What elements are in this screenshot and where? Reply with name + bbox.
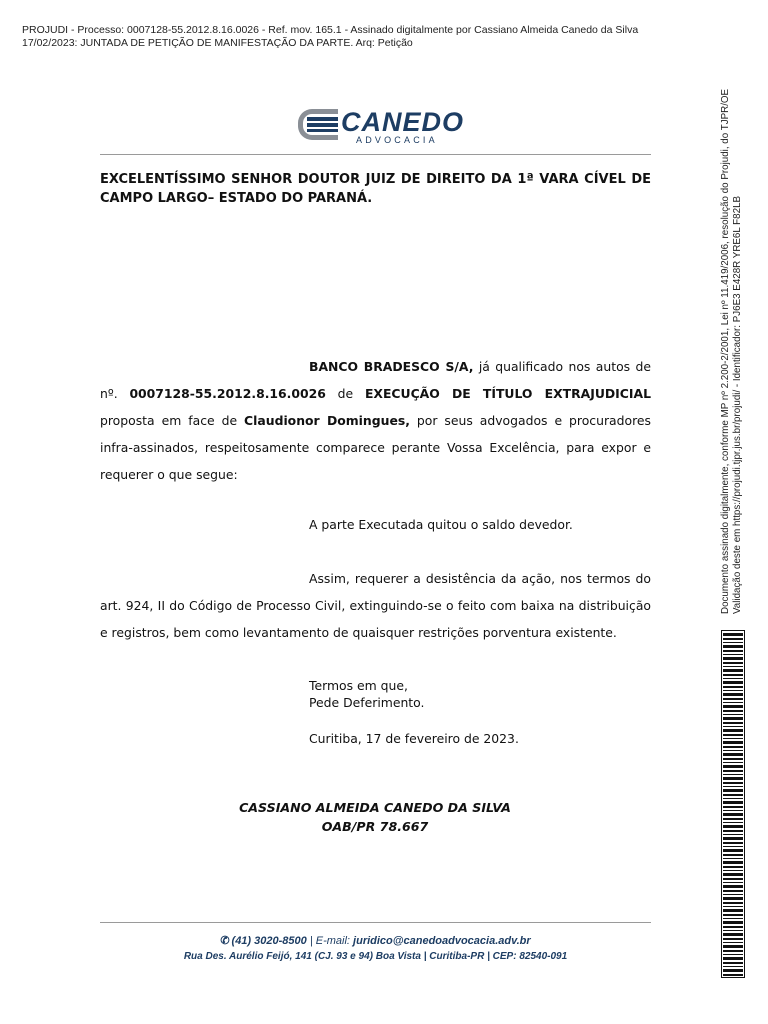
paragraph-debt-paid — [100, 511, 651, 538]
projudi-header-line-2: 17/02/2023: JUNTADA DE PETIÇÃO DE MANIFESTAÇÃO DA PARTE. Arq: Petição — [22, 37, 413, 49]
text-fragment: por seus advogados e procuradores infra-assinados, respeitosamente comparece perante Vossa Excelência, para expor e requerer o que segue: — [100, 413, 651, 482]
party-name: BANCO BRADESCO S/A, — [309, 359, 474, 374]
footer-email-label: E-mail: — [315, 935, 350, 947]
canedo-logo — [298, 104, 465, 148]
logo-title: CANEDO — [341, 107, 465, 137]
stamp-line-2: Validação deste em https://projudi.tjpr.jus.br/projudi/ - Identificador: PJ6E3 E428R YRE6L F82LB — [731, 195, 743, 614]
closing-line-1: Termos em que, — [309, 678, 408, 693]
footer-contact — [100, 934, 651, 947]
logo-subtitle: ADVOCACIA — [356, 135, 438, 145]
paragraph-text: A parte Executada quitou o saldo devedor. — [309, 517, 573, 532]
footer-divider — [100, 922, 651, 923]
header-divider — [100, 154, 651, 155]
projudi-header-line-1: PROJUDI - Processo: 0007128-55.2012.8.16.0026 - Ref. mov. 165.1 - Assinado digitalmente por Cassiano Almeida Canedo da Silva — [22, 24, 639, 36]
footer-address: Rua Des. Aurélio Feijó, 141 (CJ. 93 e 94) Boa Vista | Curitiba-PR | CEP: 82540-091 — [183, 951, 568, 962]
stamp-line-1: Documento assinado digitalmente, conforme MP nº 2.200-2/2001, Lei nº 11.419/2006, resolução do Projudi, do TJPR/OE — [720, 88, 731, 614]
paragraph-text: Assim, requerer a desistência da ação, nos termos do art. 924, II do Código de Processo Civil, extinguindo-se o feito com baixa na distribuição e registros, bem como levantamento de quaisquer restrições porventura existente. — [100, 571, 651, 640]
footer-separator: | — [309, 935, 313, 947]
defendant-name: Claudionor Domingues, — [244, 413, 410, 428]
paragraph-qualification — [100, 353, 651, 488]
signatory-name: CASSIANO ALMEIDA CANEDO DA SILVA — [239, 800, 511, 815]
addressee-heading: EXCELENTÍSSIMO SENHOR DOUTOR JUIZ DE DIREITO DA 1ª VARA CÍVEL DE CAMPO LARGO– ESTADO DO PARANÁ. — [100, 172, 651, 206]
canedo-logo-mark-icon — [298, 106, 338, 142]
footer-email[interactable]: juridico@canedoadvocacia.adv.br — [353, 935, 531, 947]
signatory-oab: OAB/PR 78.667 — [321, 819, 429, 834]
barcode-icon — [721, 630, 745, 978]
closing-line-2: Pede Deferimento. — [309, 695, 425, 710]
footer-phone: (41) 3020-8500 — [231, 935, 307, 947]
text-fragment: de — [325, 386, 365, 401]
paragraph-request — [100, 565, 651, 646]
digital-signature-stamp — [720, 54, 743, 614]
text-fragment: já qualificado nos autos de nº. — [100, 359, 651, 401]
text-fragment: proposta em face de — [100, 413, 245, 428]
date-line: Curitiba, 17 de fevereiro de 2023. — [309, 731, 519, 746]
action-type: EXECUÇÃO DE TÍTULO EXTRAJUDICIAL — [364, 386, 651, 401]
phone-icon: ✆ — [220, 935, 230, 947]
process-number: 0007128-55.2012.8.16.0026 — [129, 386, 326, 401]
